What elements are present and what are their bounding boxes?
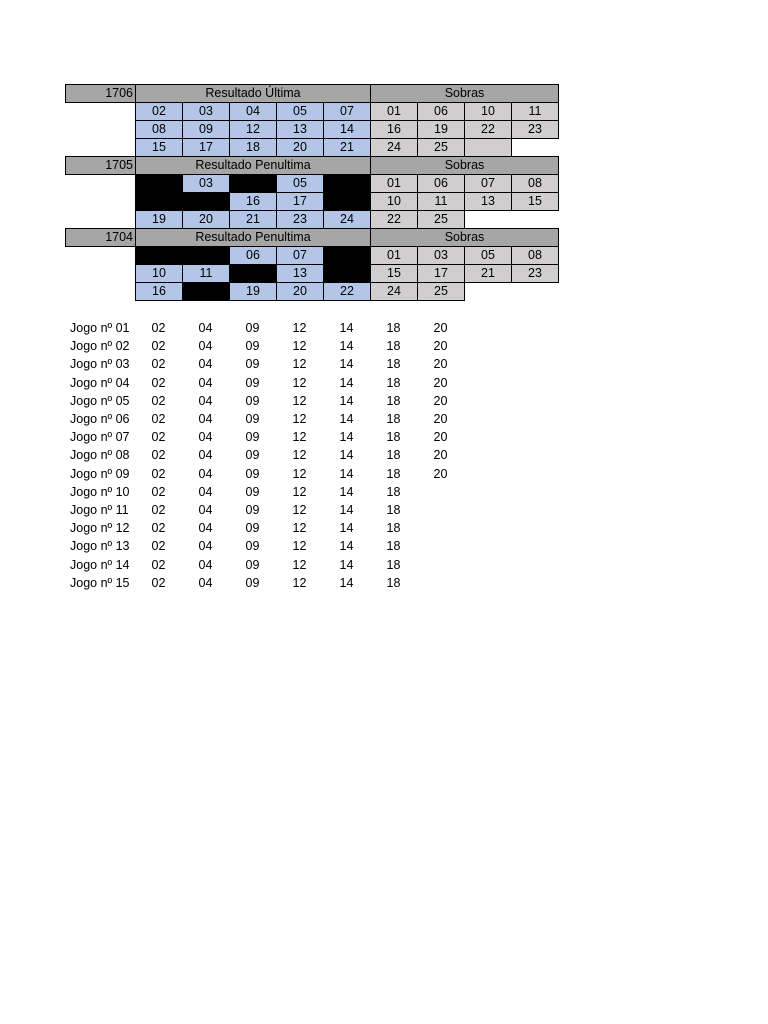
results-grid [65,84,559,301]
jogo-number: 14 [339,448,354,463]
result-row [66,139,559,157]
result-cell: 20 [277,283,324,301]
jogo-number: 20 [433,466,448,481]
jogo-number: 12 [292,321,307,335]
jogo-label: Jogo nº 11 [70,503,129,518]
result-cell: 23 [277,211,324,229]
jogo-number: 12 [292,466,307,481]
blocked-cell [136,193,183,211]
jogo-number: 14 [339,412,354,427]
sobras-cell: 15 [371,265,418,283]
draw-id: 1704 [66,229,136,247]
jogo-label: Jogo nº 01 [70,321,130,335]
sobras-cell: 06 [418,175,465,193]
jogo-row [65,374,464,392]
jogo-number: 09 [245,503,260,518]
jogo-number: 02 [151,484,166,499]
result-row [66,283,559,301]
jogo-number: 09 [245,466,260,481]
jogo-number: 09 [245,521,260,536]
jogo-number: 14 [339,339,354,354]
result-label: Resultado Penultima [136,157,371,175]
jogo-number: 09 [245,357,260,372]
sobras-cell: 23 [512,121,559,139]
jogo-number: 14 [339,466,354,481]
sobras-label: Sobras [371,157,559,175]
jogo-number: 14 [339,539,354,554]
jogo-number: 18 [386,503,401,518]
result-cell: 21 [324,139,371,157]
jogo-number: 02 [151,466,166,481]
jogo-number: 20 [433,412,448,427]
jogo-number: 04 [198,484,213,499]
jogo-label: Jogo nº 10 [70,484,130,499]
block-header-1706 [66,85,559,103]
jogo-number: 18 [386,393,401,408]
jogo-number: 04 [198,557,213,572]
result-row [66,103,559,121]
jogo-number: 12 [292,448,307,463]
result-cell: 22 [324,283,371,301]
jogo-number: 04 [198,575,213,590]
sobras-cell: 22 [371,211,418,229]
jogo-number: 02 [151,321,166,335]
blocked-cell [183,193,230,211]
jogo-number: 09 [245,484,260,499]
jogo-number: 04 [198,430,213,445]
jogo-number: 02 [151,575,166,590]
jogo-number: 12 [292,412,307,427]
jogo-number: 09 [245,375,260,390]
blocked-cell [183,283,230,301]
jogo-label: Jogo nº 05 [70,393,130,408]
jogo-number: 14 [339,430,354,445]
jogo-number: 02 [151,375,166,390]
jogo-row [65,319,464,337]
jogo-number: 09 [245,412,260,427]
sobras-cell: 25 [418,139,465,157]
result-cell: 03 [183,103,230,121]
jogo-number: 04 [198,321,213,335]
jogo-label: Jogo nº 08 [70,448,130,463]
jogo-number: 02 [151,521,166,536]
jogo-label: Jogo nº 04 [70,375,130,390]
jogo-label: Jogo nº 07 [70,430,130,445]
jogo-label: Jogo nº 12 [70,521,130,536]
block-header-1705 [66,157,559,175]
jogo-number [417,537,464,555]
jogo-row [65,483,464,501]
sobras-cell: 21 [465,265,512,283]
result-cell: 16 [230,193,277,211]
blocked-cell [230,175,277,193]
sobras-cell: 08 [512,175,559,193]
jogo-number: 02 [151,357,166,372]
jogo-number: 04 [198,375,213,390]
jogo-number: 18 [386,339,401,354]
jogo-row [65,574,464,592]
jogo-number: 14 [339,484,354,499]
jogo-number: 12 [292,484,307,499]
sobras-cell: 23 [512,265,559,283]
blocked-cell [136,247,183,265]
result-cell: 17 [183,139,230,157]
result-cell: 06 [230,247,277,265]
jogo-label: Jogo nº 09 [70,466,130,481]
result-label: Resultado Última [136,85,371,103]
jogo-number: 09 [245,321,260,335]
jogo-row [65,428,464,446]
jogo-number: 18 [386,375,401,390]
jogo-row [65,465,464,483]
jogo-row [65,355,464,373]
jogo-label: Jogo nº 02 [70,339,130,354]
blocked-cell [230,265,277,283]
result-cell: 08 [136,121,183,139]
jogo-number [417,556,464,574]
jogo-label: Jogo nº 03 [70,357,130,372]
result-cell: 09 [183,121,230,139]
sobras-cell: 11 [512,103,559,121]
sobras-cell: 24 [371,283,418,301]
jogo-number: 18 [386,484,401,499]
jogo-number: 18 [386,357,401,372]
result-cell: 03 [183,175,230,193]
jogo-number: 04 [198,503,213,518]
result-cell: 05 [277,103,324,121]
sobras-cell: 01 [371,103,418,121]
jogo-number: 18 [386,430,401,445]
jogo-number: 12 [292,393,307,408]
jogo-number: 02 [151,557,166,572]
sobras-cell: 22 [465,121,512,139]
result-cell: 17 [277,193,324,211]
jogo-label: Jogo nº 06 [70,412,130,427]
jogo-number: 04 [198,357,213,372]
result-cell: 19 [230,283,277,301]
sobras-cell: 01 [371,175,418,193]
jogo-label: Jogo nº 15 [70,575,130,590]
jogo-number: 14 [339,393,354,408]
jogo-number: 14 [339,503,354,518]
result-cell: 19 [136,211,183,229]
result-cell: 07 [277,247,324,265]
jogo-number: 02 [151,430,166,445]
sobras-cell: 19 [418,121,465,139]
jogo-number: 18 [386,575,401,590]
result-row [66,265,559,283]
blocked-cell [183,247,230,265]
sobras-cell: 07 [465,175,512,193]
jogo-number: 20 [433,375,448,390]
sobras-cell: 24 [371,139,418,157]
jogo-number: 20 [433,339,448,354]
jogo-number: 12 [292,339,307,354]
jogo-row [65,410,464,428]
sobras-label: Sobras [371,229,559,247]
jogo-number: 04 [198,393,213,408]
jogo-number: 09 [245,393,260,408]
sobras-cell: 16 [371,121,418,139]
sobras-cell: 25 [418,211,465,229]
jogo-number: 18 [386,557,401,572]
jogo-number: 02 [151,339,166,354]
jogo-number: 02 [151,503,166,518]
sobras-cell: 01 [371,247,418,265]
jogo-number: 09 [245,539,260,554]
jogo-number [417,501,464,519]
jogo-number: 12 [292,557,307,572]
jogo-number: 04 [198,521,213,536]
jogos-table [65,319,464,592]
result-cell: 04 [230,103,277,121]
result-cell: 10 [136,265,183,283]
result-cell: 07 [324,103,371,121]
jogo-number: 14 [339,321,354,335]
jogo-number: 14 [339,375,354,390]
sobras-cell: 03 [418,247,465,265]
jogo-number: 12 [292,430,307,445]
blocked-cell [136,175,183,193]
jogo-number: 14 [339,575,354,590]
jogo-number: 12 [292,503,307,518]
result-cell: 24 [324,211,371,229]
jogo-number [417,519,464,537]
jogo-number: 20 [433,321,448,335]
result-cell: 02 [136,103,183,121]
jogo-number: 12 [292,539,307,554]
result-cell: 18 [230,139,277,157]
jogo-number: 12 [292,375,307,390]
sobras-cell: 15 [512,193,559,211]
blocked-cell [324,265,371,283]
sobras-cell: 06 [418,103,465,121]
jogo-row [65,337,464,355]
jogo-number: 04 [198,339,213,354]
result-row [66,121,559,139]
block-header-1704 [66,229,559,247]
jogo-number: 18 [386,466,401,481]
jogo-number: 04 [198,412,213,427]
jogo-label: Jogo nº 13 [70,539,130,554]
result-label: Resultado Penultima [136,229,371,247]
sobras-cell: 10 [371,193,418,211]
result-cell: 21 [230,211,277,229]
jogo-number: 20 [433,430,448,445]
result-row [66,247,559,265]
jogo-number: 04 [198,448,213,463]
jogo-number: 02 [151,393,166,408]
sobras-label: Sobras [371,85,559,103]
jogo-number: 20 [433,448,448,463]
jogo-number: 04 [198,466,213,481]
sobras-cell: 10 [465,103,512,121]
sobras-cell: 17 [418,265,465,283]
jogo-row [65,501,464,519]
jogo-number: 18 [386,539,401,554]
result-cell: 13 [277,265,324,283]
result-cell: 15 [136,139,183,157]
jogo-row [65,446,464,464]
jogo-label: Jogo nº 14 [70,557,130,572]
sobras-cell: 05 [465,247,512,265]
jogo-number: 09 [245,430,260,445]
jogo-number [417,483,464,501]
draw-id: 1706 [66,85,136,103]
jogo-number: 12 [292,357,307,372]
jogo-number: 18 [386,412,401,427]
result-cell: 20 [277,139,324,157]
jogo-number: 09 [245,575,260,590]
jogo-number: 20 [433,393,448,408]
result-cell: 05 [277,175,324,193]
result-row [66,211,559,229]
result-cell: 12 [230,121,277,139]
jogo-number: 14 [339,357,354,372]
sobras-cell: 08 [512,247,559,265]
jogo-number: 02 [151,448,166,463]
sobras-cell: 11 [418,193,465,211]
draw-id: 1705 [66,157,136,175]
jogo-number: 18 [386,448,401,463]
jogo-number: 18 [386,321,401,335]
sobras-cell-empty [465,139,512,157]
result-cell: 20 [183,211,230,229]
jogo-number: 04 [198,539,213,554]
jogo-number: 12 [292,521,307,536]
jogo-row [65,556,464,574]
jogo-row [65,519,464,537]
jogo-number: 18 [386,521,401,536]
blocked-cell [324,247,371,265]
blocked-cell [324,175,371,193]
jogo-row [65,537,464,555]
jogo-number: 12 [292,575,307,590]
jogo-number: 14 [339,557,354,572]
jogo-number: 14 [339,521,354,536]
result-cell: 13 [277,121,324,139]
result-row [66,193,559,211]
jogo-number: 09 [245,339,260,354]
results-table [65,84,559,301]
jogo-number: 02 [151,539,166,554]
jogo-number: 20 [433,357,448,372]
jogo-number: 09 [245,448,260,463]
blocked-cell [324,193,371,211]
result-cell: 14 [324,121,371,139]
jogo-number: 02 [151,412,166,427]
jogo-number [417,574,464,592]
sobras-cell: 13 [465,193,512,211]
sobras-cell: 25 [418,283,465,301]
result-cell: 16 [136,283,183,301]
jogo-number: 09 [245,557,260,572]
jogo-row [65,392,464,410]
result-cell: 11 [183,265,230,283]
result-row [66,175,559,193]
